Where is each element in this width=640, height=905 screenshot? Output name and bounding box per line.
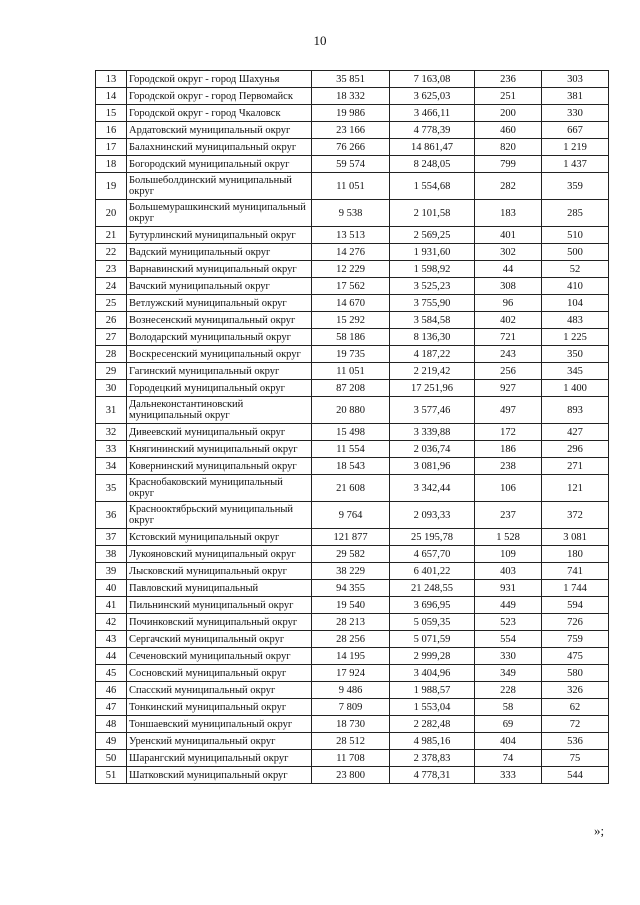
district-name-cell: Спасский муниципальный округ (127, 682, 312, 699)
value-b-cell: 427 (542, 424, 609, 441)
population-cell: 11 051 (312, 173, 390, 200)
row-number-cell: 13 (96, 71, 127, 88)
amount-cell: 2 219,42 (390, 363, 475, 380)
value-b-cell: 594 (542, 597, 609, 614)
district-name-cell: Павловский муниципальный (127, 580, 312, 597)
value-b-cell: 667 (542, 122, 609, 139)
value-a-cell: 282 (475, 173, 542, 200)
table-row (96, 244, 609, 261)
table-row (96, 665, 609, 682)
value-b-cell: 326 (542, 682, 609, 699)
district-name-cell: Тоншаевский муниципальный округ (127, 716, 312, 733)
row-number-cell: 14 (96, 88, 127, 105)
amount-cell: 2 101,58 (390, 200, 475, 227)
table-row (96, 329, 609, 346)
district-name-cell: Вачский муниципальный округ (127, 278, 312, 295)
row-number-cell: 25 (96, 295, 127, 312)
population-cell: 19 986 (312, 105, 390, 122)
value-a-cell: 931 (475, 580, 542, 597)
district-name-cell: Сеченовский муниципальный округ (127, 648, 312, 665)
value-a-cell: 799 (475, 156, 542, 173)
row-number-cell: 47 (96, 699, 127, 716)
amount-cell: 2 378,83 (390, 750, 475, 767)
value-b-cell: 72 (542, 716, 609, 733)
value-a-cell: 330 (475, 648, 542, 665)
population-cell: 19 540 (312, 597, 390, 614)
table-row (96, 441, 609, 458)
value-b-cell: 75 (542, 750, 609, 767)
table-row (96, 346, 609, 363)
value-a-cell: 927 (475, 380, 542, 397)
district-name-cell: Вадский муниципальный округ (127, 244, 312, 261)
population-cell: 38 229 (312, 563, 390, 580)
district-name-cell: Лукояновский муниципальный округ (127, 546, 312, 563)
row-number-cell: 49 (96, 733, 127, 750)
value-a-cell: 96 (475, 295, 542, 312)
table-body (96, 71, 609, 784)
district-name-cell: Бутурлинский муниципальный округ (127, 227, 312, 244)
value-b-cell: 1 400 (542, 380, 609, 397)
value-a-cell: 401 (475, 227, 542, 244)
amount-cell: 3 342,44 (390, 475, 475, 502)
table-row (96, 295, 609, 312)
value-a-cell: 404 (475, 733, 542, 750)
district-name-cell: Ковернинский муниципальный округ (127, 458, 312, 475)
table-row (96, 750, 609, 767)
value-a-cell: 106 (475, 475, 542, 502)
value-b-cell: 1 437 (542, 156, 609, 173)
row-number-cell: 20 (96, 200, 127, 227)
row-number-cell: 18 (96, 156, 127, 173)
population-cell: 17 924 (312, 665, 390, 682)
value-a-cell: 243 (475, 346, 542, 363)
population-cell: 15 292 (312, 312, 390, 329)
row-number-cell: 50 (96, 750, 127, 767)
value-b-cell: 536 (542, 733, 609, 750)
value-b-cell: 1 744 (542, 580, 609, 597)
population-cell: 35 851 (312, 71, 390, 88)
value-a-cell: 236 (475, 71, 542, 88)
value-b-cell: 285 (542, 200, 609, 227)
amount-cell: 8 248,05 (390, 156, 475, 173)
population-cell: 9 764 (312, 502, 390, 529)
district-name-cell: Починковский муниципальный округ (127, 614, 312, 631)
row-number-cell: 28 (96, 346, 127, 363)
table-row (96, 699, 609, 716)
district-name-cell: Уренский муниципальный округ (127, 733, 312, 750)
row-number-cell: 41 (96, 597, 127, 614)
value-a-cell: 402 (475, 312, 542, 329)
value-b-cell: 580 (542, 665, 609, 682)
table-row (96, 733, 609, 750)
row-number-cell: 16 (96, 122, 127, 139)
population-cell: 29 582 (312, 546, 390, 563)
amount-cell: 2 282,48 (390, 716, 475, 733)
population-cell: 28 213 (312, 614, 390, 631)
district-name-cell: Богородский муниципальный округ (127, 156, 312, 173)
row-number-cell: 36 (96, 502, 127, 529)
row-number-cell: 42 (96, 614, 127, 631)
population-cell: 19 735 (312, 346, 390, 363)
table-row (96, 614, 609, 631)
row-number-cell: 23 (96, 261, 127, 278)
table-row (96, 502, 609, 529)
row-number-cell: 38 (96, 546, 127, 563)
amount-cell: 3 525,23 (390, 278, 475, 295)
table-row (96, 380, 609, 397)
table-row (96, 278, 609, 295)
table-row (96, 88, 609, 105)
amount-cell: 21 248,55 (390, 580, 475, 597)
table-row (96, 71, 609, 88)
amount-cell: 17 251,96 (390, 380, 475, 397)
table-row (96, 122, 609, 139)
population-cell: 15 498 (312, 424, 390, 441)
value-a-cell: 172 (475, 424, 542, 441)
value-b-cell: 759 (542, 631, 609, 648)
value-b-cell: 104 (542, 295, 609, 312)
value-a-cell: 69 (475, 716, 542, 733)
district-name-cell: Кстовский муниципальный округ (127, 529, 312, 546)
value-b-cell: 180 (542, 546, 609, 563)
district-name-cell: Краснобаковский муниципальный округ (127, 475, 312, 502)
population-cell: 14 276 (312, 244, 390, 261)
value-a-cell: 333 (475, 767, 542, 784)
population-cell: 121 877 (312, 529, 390, 546)
row-number-cell: 46 (96, 682, 127, 699)
row-number-cell: 43 (96, 631, 127, 648)
amount-cell: 2 569,25 (390, 227, 475, 244)
district-name-cell: Ветлужский муниципальный округ (127, 295, 312, 312)
district-name-cell: Ардатовский муниципальный округ (127, 122, 312, 139)
value-a-cell: 1 528 (475, 529, 542, 546)
table-row (96, 261, 609, 278)
district-name-cell: Сергачский муниципальный округ (127, 631, 312, 648)
amount-cell: 3 339,88 (390, 424, 475, 441)
amount-cell: 8 136,30 (390, 329, 475, 346)
amount-cell: 6 401,22 (390, 563, 475, 580)
value-a-cell: 497 (475, 397, 542, 424)
table-row (96, 563, 609, 580)
district-name-cell: Дивеевский муниципальный округ (127, 424, 312, 441)
district-name-cell: Гагинский муниципальный округ (127, 363, 312, 380)
population-cell: 20 880 (312, 397, 390, 424)
value-b-cell: 62 (542, 699, 609, 716)
table-row (96, 716, 609, 733)
table-row (96, 597, 609, 614)
amount-cell: 5 059,35 (390, 614, 475, 631)
table-row (96, 312, 609, 329)
value-a-cell: 523 (475, 614, 542, 631)
amount-cell: 1 553,04 (390, 699, 475, 716)
district-name-cell: Шатковский муниципальный округ (127, 767, 312, 784)
row-number-cell: 21 (96, 227, 127, 244)
table-row (96, 546, 609, 563)
population-cell: 28 256 (312, 631, 390, 648)
table-row (96, 424, 609, 441)
table-row (96, 682, 609, 699)
district-name-cell: Большеболдинский муниципальный округ (127, 173, 312, 200)
amount-cell: 4 778,39 (390, 122, 475, 139)
row-number-cell: 35 (96, 475, 127, 502)
value-a-cell: 238 (475, 458, 542, 475)
population-cell: 94 355 (312, 580, 390, 597)
district-name-cell: Воскресенский муниципальный округ (127, 346, 312, 363)
population-cell: 14 670 (312, 295, 390, 312)
population-cell: 9 486 (312, 682, 390, 699)
population-cell: 28 512 (312, 733, 390, 750)
amount-cell: 7 163,08 (390, 71, 475, 88)
amount-cell: 1 554,68 (390, 173, 475, 200)
value-a-cell: 200 (475, 105, 542, 122)
value-a-cell: 237 (475, 502, 542, 529)
district-name-cell: Тонкинский муниципальный округ (127, 699, 312, 716)
population-cell: 14 195 (312, 648, 390, 665)
value-b-cell: 271 (542, 458, 609, 475)
table-row (96, 529, 609, 546)
amount-cell: 25 195,78 (390, 529, 475, 546)
row-number-cell: 39 (96, 563, 127, 580)
value-b-cell: 483 (542, 312, 609, 329)
value-b-cell: 741 (542, 563, 609, 580)
district-name-cell: Лысковский муниципальный округ (127, 563, 312, 580)
row-number-cell: 30 (96, 380, 127, 397)
value-b-cell: 121 (542, 475, 609, 502)
amount-cell: 4 985,16 (390, 733, 475, 750)
table-row (96, 397, 609, 424)
table-row (96, 156, 609, 173)
amount-cell: 3 404,96 (390, 665, 475, 682)
population-cell: 7 809 (312, 699, 390, 716)
value-b-cell: 510 (542, 227, 609, 244)
table-row (96, 475, 609, 502)
population-cell: 11 554 (312, 441, 390, 458)
value-b-cell: 359 (542, 173, 609, 200)
amount-cell: 2 036,74 (390, 441, 475, 458)
population-cell: 18 730 (312, 716, 390, 733)
table-row (96, 363, 609, 380)
amount-cell: 3 755,90 (390, 295, 475, 312)
value-a-cell: 109 (475, 546, 542, 563)
value-b-cell: 345 (542, 363, 609, 380)
district-name-cell: Пильнинский муниципальный округ (127, 597, 312, 614)
value-a-cell: 308 (475, 278, 542, 295)
row-number-cell: 27 (96, 329, 127, 346)
district-name-cell: Балахнинский муниципальный округ (127, 139, 312, 156)
value-b-cell: 1 225 (542, 329, 609, 346)
population-cell: 21 608 (312, 475, 390, 502)
row-number-cell: 32 (96, 424, 127, 441)
value-a-cell: 820 (475, 139, 542, 156)
value-a-cell: 58 (475, 699, 542, 716)
row-number-cell: 17 (96, 139, 127, 156)
value-a-cell: 186 (475, 441, 542, 458)
value-b-cell: 3 081 (542, 529, 609, 546)
amount-cell: 3 081,96 (390, 458, 475, 475)
closing-quote: »; (594, 823, 605, 838)
district-name-cell: Городской округ - город Первомайск (127, 88, 312, 105)
district-name-cell: Володарский муниципальный округ (127, 329, 312, 346)
row-number-cell: 22 (96, 244, 127, 261)
district-name-cell: Большемурашкинский муниципальный округ (127, 200, 312, 227)
table-row (96, 648, 609, 665)
population-cell: 9 538 (312, 200, 390, 227)
population-cell: 11 708 (312, 750, 390, 767)
value-b-cell: 410 (542, 278, 609, 295)
row-number-cell: 24 (96, 278, 127, 295)
population-cell: 12 229 (312, 261, 390, 278)
district-name-cell: Шарангский муниципальный округ (127, 750, 312, 767)
district-name-cell: Варнавинский муниципальный округ (127, 261, 312, 278)
value-a-cell: 183 (475, 200, 542, 227)
value-b-cell: 500 (542, 244, 609, 261)
district-name-cell: Дальнеконстантиновский муниципальный округ (127, 397, 312, 424)
row-number-cell: 40 (96, 580, 127, 597)
amount-cell: 14 861,47 (390, 139, 475, 156)
amount-cell: 3 466,11 (390, 105, 475, 122)
amount-cell: 1 931,60 (390, 244, 475, 261)
row-number-cell: 34 (96, 458, 127, 475)
table-row (96, 105, 609, 122)
district-name-cell: Краснооктябрьский муниципальный округ (127, 502, 312, 529)
district-name-cell: Вознесенский муниципальный округ (127, 312, 312, 329)
population-cell: 17 562 (312, 278, 390, 295)
district-name-cell: Княгининский муниципальный округ (127, 441, 312, 458)
value-b-cell: 381 (542, 88, 609, 105)
value-a-cell: 44 (475, 261, 542, 278)
amount-cell: 3 696,95 (390, 597, 475, 614)
amount-cell: 4 657,70 (390, 546, 475, 563)
value-a-cell: 256 (475, 363, 542, 380)
district-name-cell: Городской округ - город Чкаловск (127, 105, 312, 122)
district-name-cell: Сосновский муниципальный округ (127, 665, 312, 682)
population-cell: 23 800 (312, 767, 390, 784)
amount-cell: 3 625,03 (390, 88, 475, 105)
table-row (96, 580, 609, 597)
amount-cell: 1 598,92 (390, 261, 475, 278)
amount-cell: 3 577,46 (390, 397, 475, 424)
row-number-cell: 48 (96, 716, 127, 733)
page-number: 10 (313, 33, 327, 48)
table-row (96, 200, 609, 227)
value-b-cell: 1 219 (542, 139, 609, 156)
amount-cell: 5 071,59 (390, 631, 475, 648)
value-b-cell: 296 (542, 441, 609, 458)
population-cell: 18 332 (312, 88, 390, 105)
population-cell: 11 051 (312, 363, 390, 380)
value-a-cell: 74 (475, 750, 542, 767)
row-number-cell: 31 (96, 397, 127, 424)
table-row (96, 458, 609, 475)
row-number-cell: 45 (96, 665, 127, 682)
value-a-cell: 721 (475, 329, 542, 346)
population-cell: 76 266 (312, 139, 390, 156)
value-b-cell: 475 (542, 648, 609, 665)
row-number-cell: 37 (96, 529, 127, 546)
population-cell: 58 186 (312, 329, 390, 346)
value-b-cell: 303 (542, 71, 609, 88)
table-row (96, 767, 609, 784)
row-number-cell: 29 (96, 363, 127, 380)
row-number-cell: 19 (96, 173, 127, 200)
value-a-cell: 302 (475, 244, 542, 261)
row-number-cell: 33 (96, 441, 127, 458)
value-b-cell: 330 (542, 105, 609, 122)
value-b-cell: 350 (542, 346, 609, 363)
amount-cell: 3 584,58 (390, 312, 475, 329)
table-row (96, 139, 609, 156)
value-a-cell: 251 (475, 88, 542, 105)
table-row (96, 227, 609, 244)
table-row (96, 173, 609, 200)
value-b-cell: 893 (542, 397, 609, 424)
districts-table (95, 70, 609, 784)
amount-cell: 2 999,28 (390, 648, 475, 665)
population-cell: 18 543 (312, 458, 390, 475)
value-a-cell: 349 (475, 665, 542, 682)
value-a-cell: 449 (475, 597, 542, 614)
value-a-cell: 403 (475, 563, 542, 580)
value-a-cell: 228 (475, 682, 542, 699)
row-number-cell: 26 (96, 312, 127, 329)
amount-cell: 1 988,57 (390, 682, 475, 699)
district-name-cell: Городецкий муниципальный округ (127, 380, 312, 397)
amount-cell: 2 093,33 (390, 502, 475, 529)
row-number-cell: 51 (96, 767, 127, 784)
table-row (96, 631, 609, 648)
row-number-cell: 15 (96, 105, 127, 122)
population-cell: 59 574 (312, 156, 390, 173)
value-a-cell: 460 (475, 122, 542, 139)
population-cell: 87 208 (312, 380, 390, 397)
value-b-cell: 726 (542, 614, 609, 631)
value-a-cell: 554 (475, 631, 542, 648)
row-number-cell: 44 (96, 648, 127, 665)
value-b-cell: 52 (542, 261, 609, 278)
value-b-cell: 372 (542, 502, 609, 529)
population-cell: 23 166 (312, 122, 390, 139)
population-cell: 13 513 (312, 227, 390, 244)
district-name-cell: Городской округ - город Шахунья (127, 71, 312, 88)
amount-cell: 4 187,22 (390, 346, 475, 363)
amount-cell: 4 778,31 (390, 767, 475, 784)
value-b-cell: 544 (542, 767, 609, 784)
